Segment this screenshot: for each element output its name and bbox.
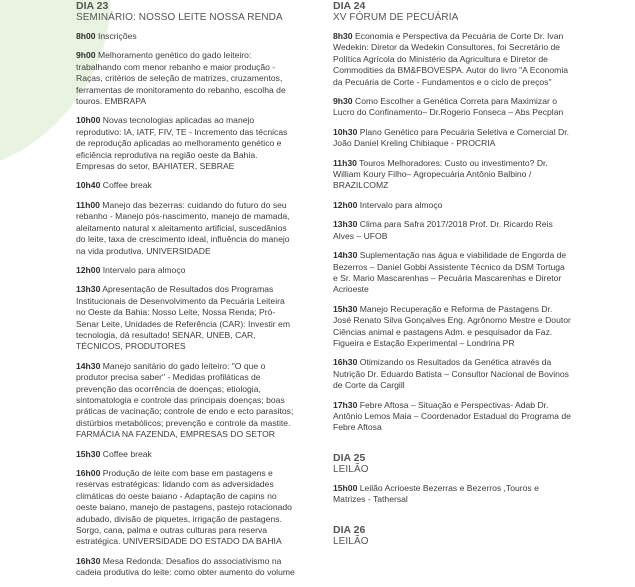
event-text: Apresentação de Resultados dos Programas Institucionais de Desenvolvimento da Pecuária Leiteira no Oeste da Bahia: Nosso Leite, Nossa Renda; Pró-Senar Leite, Unidades de Referência (CAR): Investir em tecnologia, dá resultado! SENAR, UNEB, CAR, TÉCNICOS, PRODUTORES: [76, 284, 290, 352]
schedule-item: [333, 158, 571, 192]
event-text: Produção de leite com base em pastagens e reservas estratégicas: lidando com as adversidades climáticas do oeste baiano - Adaptação de capins no oeste baiano, manejo de pastagens, pastejo rotacionado adubado, divisão de piquetes, irrigação de pastagens. Sorgo, cana, palma e outras culturas para reserva estratégica. UNIVERSIDADE DO ESTADO DA BAHIA: [76, 468, 292, 547]
event-time: 11h00: [76, 199, 100, 210]
event-time: 16h30: [333, 357, 358, 368]
schedule-item: [333, 219, 571, 242]
event-text: Melhoramento genético do gado leiteiro: trabalhando com menor rebanho e maior produção - Raças, critérios de seleção de matrizes, cruzamentos, ferramentas de monitoramento do rebanho, escolha de touros. EMBRAPA: [76, 50, 286, 107]
event-time: 15h30: [333, 303, 358, 314]
event-text: Leilão Acrioeste Bezerras e Bezerros ,Touros e Matrizes - Tathersal: [333, 482, 539, 505]
schedule-item: [76, 115, 296, 172]
schedule-item: [76, 449, 296, 460]
event-text: Otimizando os Resultados da Genética através da Nutrição Dr. Eduardo Batista – Consultor Nacional de Bovinos de Corte da Cargill: [333, 357, 569, 391]
event-time: 10h30: [333, 126, 358, 137]
schedule-item: [333, 304, 571, 350]
schedule-item: [333, 250, 571, 296]
schedule-item: [76, 468, 296, 548]
event-text: Febre Aftosa – Situação e Perspectivas- Adab Dr. Antônio Lemos Maia – Coordenador Estadual do Programa de Febre Aftosa: [333, 399, 571, 433]
event-time: 11h30: [333, 157, 357, 168]
schedule-item: [333, 127, 571, 150]
event-text: Clima para Safra 2017/2018 Prof. Dr. Ricardo Reis Alves – UFOB: [333, 219, 553, 241]
schedule-item: [333, 400, 571, 434]
day-24-subtitle: XV FÓRUM DE PECUÁRIA: [333, 12, 459, 23]
schedule-item: [76, 361, 296, 441]
event-time: 8h30: [333, 31, 353, 41]
schedule-item: [76, 265, 296, 276]
day-23-column: [76, 0, 296, 587]
schedule-item: [333, 96, 571, 119]
schedule-item: [76, 180, 296, 191]
event-text: Manejo das bezerras: cuidando do futuro do seu rebanho - Manejo pós-nascimento, manejo de mamada, aleitamento natural x aleitamento artificial, suscedânios do leite, taxa de crescimento ideal, influência do manejo na vida produtiva. UNIVERSIDADE: [76, 199, 290, 256]
event-text: Economia e Perspectiva da Pecuária de Corte Dr. Ivan Wedekin: Diretor da Wedekin Consultores, foi Secretário de Política Agrícola do Ministério da Agricultura e Diretor de Commodities da BM&FBOVESPA. Autor do livro "A Economia da Pecuária de Corte - Fundamentos e o ciclo de preços": [333, 31, 569, 87]
schedule-item: [333, 483, 571, 506]
event-time: 16h30: [76, 555, 101, 566]
event-text: Intervalo para almoço: [359, 199, 443, 210]
event-text: Mesa Redonda: Desafios do associativismo na cadeia produtiva do leite: como obter aumento do volume: [76, 555, 295, 578]
event-time: 10h00: [76, 115, 101, 126]
event-text: Intervalo para almoço: [102, 264, 186, 275]
event-text: Como Escolher a Genética Correta para Maximizar o Lucro do Confinamento– Dr.Rogerio Fonseca – Abs Pecplan: [333, 96, 564, 118]
event-time: 16h00: [76, 468, 101, 478]
schedule-item: [76, 50, 296, 107]
event-time: 8h00: [76, 31, 96, 41]
day-24-26-column: [333, 0, 571, 555]
event-time: 14h30: [76, 360, 101, 371]
event-time: 17h30: [333, 399, 358, 410]
event-time: 10h40: [76, 180, 101, 191]
event-text: Manejo Recuperação e Reforma de Pastagens Dr. José Renato Silva Gonçalves Eng. Agrônomo Mestre e Doutor Ciências animal e pastagens Adm. e pesquisador da Faz. Figueira e Estação Experimental – Londrina PR: [333, 303, 571, 348]
event-time: 9h30: [333, 96, 353, 107]
schedule-item: [76, 556, 296, 579]
event-text: Coffee break: [102, 180, 152, 191]
schedule-item: [76, 284, 296, 352]
schedule-item: [76, 200, 296, 257]
event-text: Touros Melhoradores: Custo ou investimento? Dr. William Koury Filho– Agropecuária Antônio Balbino / BRAZILCOMZ: [333, 157, 548, 191]
event-time: 14h30: [333, 250, 358, 261]
day-25-title: DIA 25: [333, 451, 366, 464]
schedule-item: [333, 200, 571, 211]
day-24-title: DIA 24: [333, 0, 366, 12]
event-text: Novas tecnologias aplicadas ao manejo reprodutivo: IA, IATF, FIV, TE - Incremento das técnicas de reprodução aplicadas ao melhoramento genético e eficiência reprodutiva na região oeste da Bahia. Empresas do setor, BAHIATER, SEBRAE: [76, 115, 288, 172]
event-time: 12h00: [333, 199, 358, 210]
event-text: Coffee break: [102, 448, 152, 459]
event-time: 13h30: [76, 284, 101, 295]
day-26-title: DIA 26: [333, 523, 366, 536]
section-spacer: [333, 514, 571, 524]
day-23-subtitle: SEMINÁRIO: NOSSO LEITE NOSSA RENDA: [76, 12, 283, 23]
day-26-subtitle: LEILÃO: [333, 535, 369, 547]
schedule-item: [333, 31, 571, 88]
event-text: Suplementação nas água e viabilidade de Engorda de Bezerros – Daniel Gobbi Assistente Técnico da DSM Tortuga e Sr. Mario Mascarenhas – Pecuária Mascarenhas e Diretor Acrioeste: [333, 250, 567, 295]
event-text: Inscrições: [97, 31, 137, 41]
event-time: 13h30: [333, 219, 358, 230]
event-text: Plano Genético para Pecuária Seletiva e Comercial Dr. João Daniel Kreling Chibiaque - PROCRIA: [333, 126, 569, 149]
event-time: 9h00: [76, 50, 96, 61]
day-23-title: DIA 23: [76, 0, 109, 12]
event-time: 15h00: [333, 482, 358, 493]
schedule-item: [76, 31, 296, 42]
schedule-item: [333, 357, 571, 391]
event-time: 15h30: [76, 448, 101, 459]
event-text: Manejo sanitário do gado leiteiro: "O que o produtor precisa saber" - Medidas profiláticas de prevenção das ocorrência de doenças; etiologia, sintomatologia e controle das principais doenças; boas práticas de vacinação; controle de endo e ecto parasitos; distúrbios metabólicos; prevenção e controle da mastite. FARMÁCIA NA FAZENDA, EMPRESAS DO SETOR: [76, 360, 294, 440]
event-time: 12h00: [76, 264, 101, 275]
day-25-subtitle: LEILÃO: [333, 463, 369, 475]
section-spacer: [333, 442, 571, 452]
